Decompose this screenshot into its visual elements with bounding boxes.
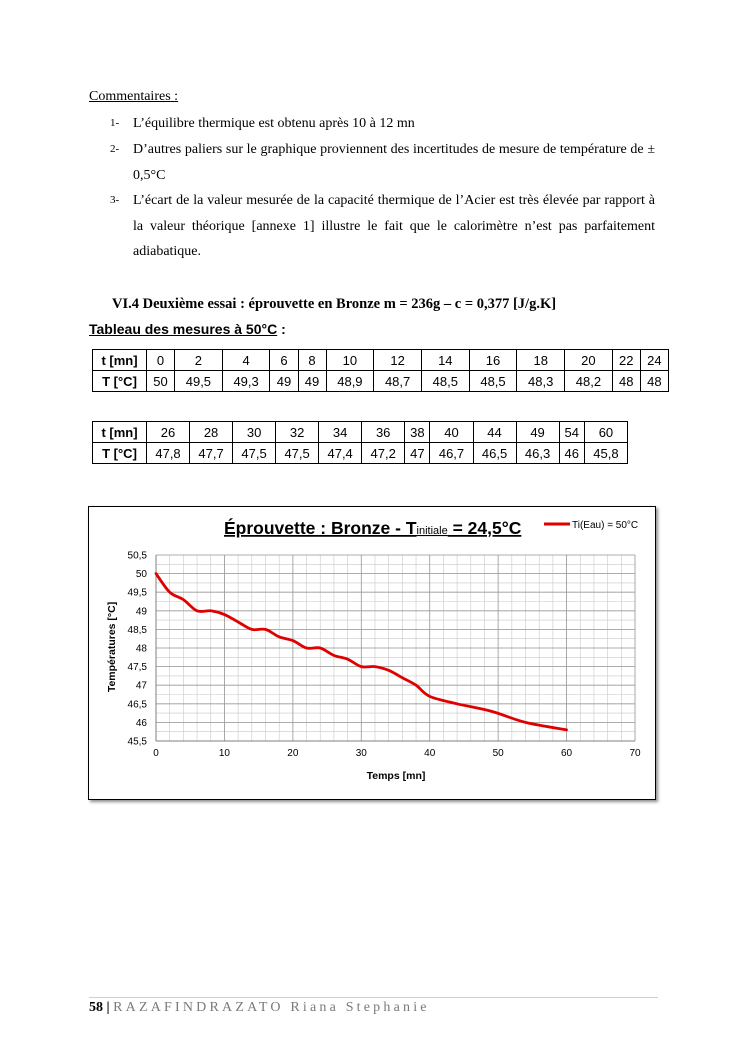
x-tick-label: 40	[424, 748, 436, 759]
comments-colon: :	[174, 89, 179, 104]
x-tick-label: 60	[561, 748, 573, 759]
comment-number: 3-	[110, 194, 120, 206]
time-cell: 22	[612, 350, 640, 371]
temperature-cell: 47,5	[276, 443, 319, 464]
temperature-cell: 45,8	[584, 443, 627, 464]
comment-number: 1-	[110, 117, 120, 129]
temperature-cell: 48	[612, 371, 640, 392]
comment-text: L’écart de la valeur mesurée de la capacité thermique de l’Acier est très élevée par rapport à la valeur théorique [annexe 1] illustre le fait que le calorimètre n’est pas parfaitement adiabatique.	[133, 193, 655, 259]
y-tick-label: 49	[135, 606, 147, 618]
time-cell: 8	[298, 350, 326, 371]
x-tick-label: 50	[492, 748, 504, 759]
time-cell: 54	[559, 422, 584, 443]
time-cell: 16	[469, 350, 517, 371]
x-tick-label: 30	[355, 748, 367, 759]
comment-text: D’autres paliers sur le graphique proviennent des incertitudes de mesure de température de ± 0,5°C	[133, 142, 655, 183]
table-title	[89, 321, 286, 337]
row-header-temperature: T [°C]	[93, 371, 147, 392]
table-row-temperature	[93, 371, 669, 392]
comment-item-2	[110, 137, 655, 188]
x-axis-label: Temps [mn]	[366, 770, 426, 782]
comment-item-3	[110, 188, 655, 265]
data-point	[306, 647, 308, 649]
measurement-table-1	[92, 349, 669, 392]
x-tick-label: 10	[218, 748, 230, 759]
time-cell: 36	[362, 422, 405, 443]
data-point	[251, 629, 253, 631]
y-tick-label: 50,5	[127, 550, 147, 562]
time-cell: 10	[326, 350, 374, 371]
table-row-temperature	[93, 443, 628, 464]
time-cell: 24	[640, 350, 668, 371]
y-tick-label: 48	[135, 643, 147, 655]
data-point	[155, 573, 157, 575]
time-cell: 34	[319, 422, 362, 443]
temperature-cell: 46	[559, 443, 584, 464]
x-tick-label: 20	[287, 748, 299, 759]
data-point	[374, 666, 376, 668]
data-point	[210, 610, 212, 612]
temperature-cell: 46,7	[430, 443, 473, 464]
time-cell: 4	[222, 350, 270, 371]
table-row-time	[93, 350, 669, 371]
table-title-label: Tableau des mesures à 50°C	[89, 321, 278, 337]
table-row-time	[93, 422, 628, 443]
temperature-cell: 47,4	[319, 443, 362, 464]
row-header-temperature: T [°C]	[93, 443, 147, 464]
data-point	[491, 710, 493, 712]
data-point	[319, 647, 321, 649]
time-cell: 14	[421, 350, 469, 371]
data-point	[278, 636, 280, 638]
y-tick-label: 46,5	[127, 699, 147, 711]
page-footer	[89, 1000, 430, 1016]
temperature-cell: 48,7	[374, 371, 422, 392]
time-cell: 60	[584, 422, 627, 443]
y-tick-label: 48,5	[127, 624, 147, 636]
chart-title-main: Éprouvette : Bronze - T	[224, 518, 417, 538]
data-point	[415, 684, 417, 686]
time-cell: 2	[175, 350, 223, 371]
temperature-cell: 46,5	[473, 443, 516, 464]
comment-text: L’équilibre thermique est obtenu après 10 à 12 mn	[133, 116, 415, 131]
row-header-time: t [mn]	[93, 422, 147, 443]
time-cell: 38	[405, 422, 430, 443]
time-cell: 30	[233, 422, 276, 443]
x-tick-label: 0	[153, 748, 159, 759]
data-point	[525, 722, 527, 724]
data-point	[347, 658, 349, 660]
temperature-cell: 47,8	[147, 443, 190, 464]
row-header-time: t [mn]	[93, 350, 147, 371]
data-point	[429, 696, 431, 698]
temperature-cell: 48	[640, 371, 668, 392]
y-axis-label: Températures [°C]	[106, 601, 118, 693]
temperature-cell: 47,5	[233, 443, 276, 464]
comments-heading	[89, 89, 178, 105]
temperature-cell: 50	[147, 371, 175, 392]
temperature-cell: 48,5	[469, 371, 517, 392]
time-cell: 49	[516, 422, 559, 443]
temperature-cell: 47	[405, 443, 430, 464]
chart-title-end: = 24,5°C	[447, 518, 522, 538]
data-point	[456, 703, 458, 705]
page-number: 58	[89, 1000, 103, 1015]
data-point	[360, 666, 362, 668]
temperature-cell: 49,3	[222, 371, 270, 392]
data-point	[388, 670, 390, 672]
comments-title: Commentaires	[89, 89, 171, 104]
time-cell: 26	[147, 422, 190, 443]
comment-number: 2-	[110, 143, 120, 155]
chart-grid	[156, 555, 635, 741]
chart-title-subscript: initiale	[416, 525, 448, 537]
data-point	[566, 729, 568, 731]
x-tick-label: 70	[629, 748, 641, 759]
chart-svg	[89, 507, 655, 799]
measurement-table-2	[92, 421, 628, 464]
temperature-cell: 47,7	[190, 443, 233, 464]
temperature-cell: 46,3	[516, 443, 559, 464]
time-cell: 28	[190, 422, 233, 443]
data-point	[224, 614, 226, 616]
chart-tick-labels	[128, 551, 641, 760]
table-title-colon: :	[281, 321, 286, 337]
time-cell: 32	[276, 422, 319, 443]
y-tick-label: 46	[135, 717, 147, 729]
data-point	[333, 655, 335, 657]
y-tick-label: 49,5	[127, 587, 147, 599]
section-title: VI.4 Deuxième essai : éprouvette en Bronze m = 236g – c = 0,377 [J/g.K]	[112, 296, 557, 312]
legend-label: Ti(Eau) = 50°C	[572, 520, 639, 531]
data-point	[292, 640, 294, 642]
comment-item-1	[110, 111, 655, 137]
chart-title	[224, 517, 522, 538]
y-tick-label: 50	[135, 569, 147, 581]
y-tick-label: 47	[135, 680, 147, 692]
temperature-cell: 48,3	[517, 371, 565, 392]
footer-author: RAZAFINDRAZATO Riana Stephanie	[113, 1000, 430, 1015]
time-cell: 6	[270, 350, 298, 371]
time-cell: 0	[147, 350, 175, 371]
temperature-cell: 48,5	[421, 371, 469, 392]
y-tick-label: 47,5	[127, 662, 147, 674]
data-point	[183, 599, 185, 601]
data-point	[265, 629, 267, 631]
footer-rule	[89, 997, 658, 998]
time-cell: 12	[374, 350, 422, 371]
data-point	[237, 621, 239, 623]
data-point	[196, 610, 198, 612]
data-point	[169, 591, 171, 593]
time-cell: 44	[473, 422, 516, 443]
data-point	[402, 677, 404, 679]
footer-separator: |	[106, 1000, 110, 1015]
time-cell: 20	[565, 350, 613, 371]
time-cell: 40	[430, 422, 473, 443]
temperature-cell: 48,2	[565, 371, 613, 392]
temperature-cell: 49	[298, 371, 326, 392]
time-cell: 18	[517, 350, 565, 371]
temperature-chart	[88, 506, 656, 800]
y-tick-label: 45,5	[127, 736, 147, 748]
temperature-cell: 48,9	[326, 371, 374, 392]
temperature-cell: 49,5	[175, 371, 223, 392]
temperature-cell: 49	[270, 371, 298, 392]
temperature-cell: 47,2	[362, 443, 405, 464]
